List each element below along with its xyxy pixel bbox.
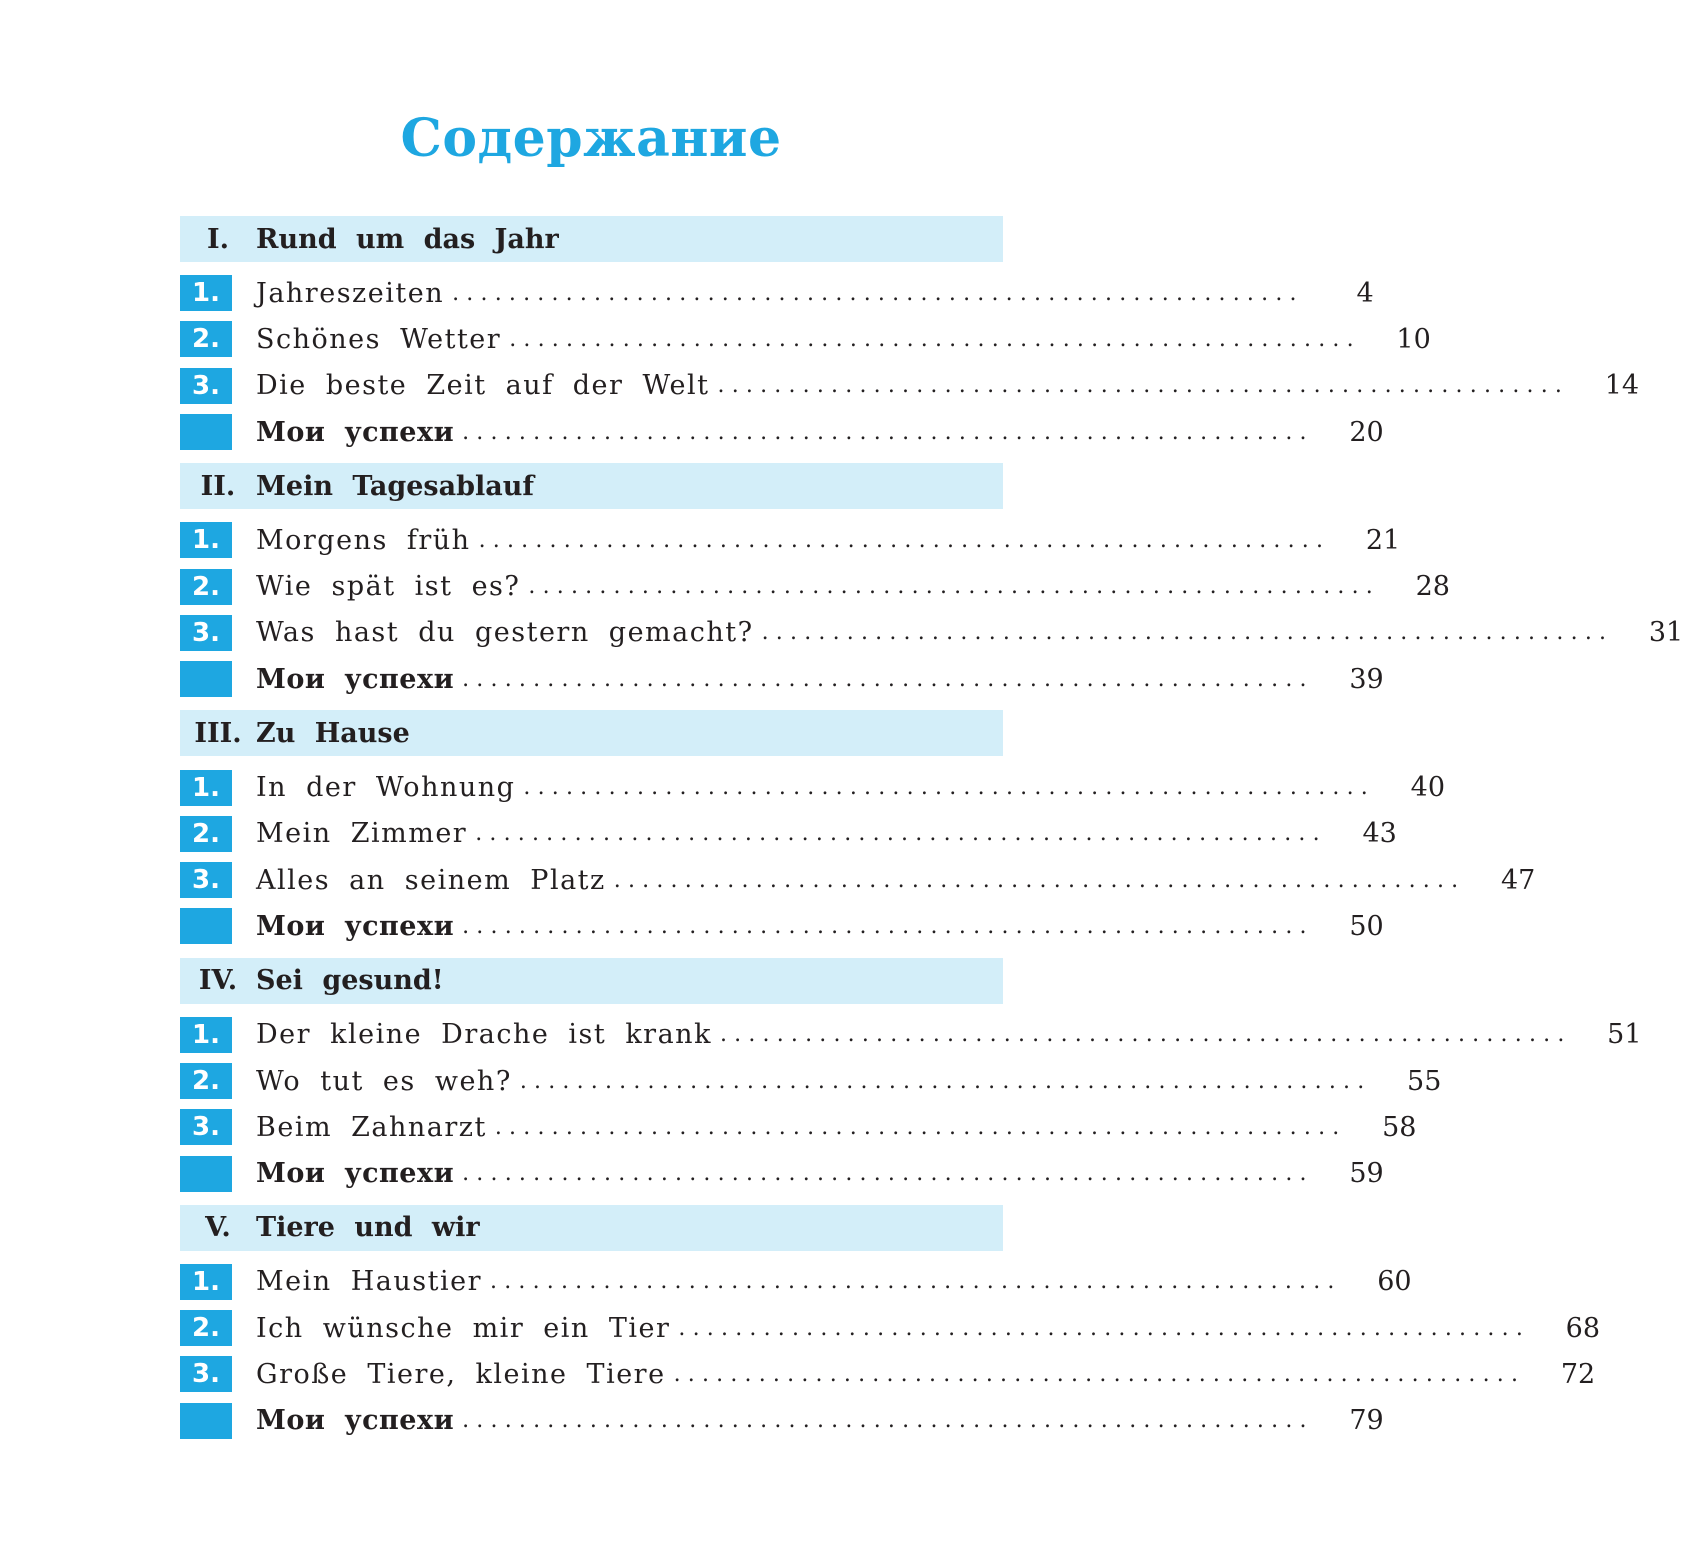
entry-number-badge: 3. <box>180 1356 232 1392</box>
entry-number-badge <box>180 908 232 944</box>
section-title: Tiere und wir <box>256 1212 480 1244</box>
dot-leader: ............................................................ <box>462 666 1314 692</box>
entry-title: Was hast du gestern gemacht? <box>256 617 754 649</box>
table-of-contents <box>180 216 1683 1452</box>
entry-page-number: 59 <box>1349 1158 1384 1190</box>
toc-entry[interactable] <box>180 270 1374 316</box>
section-numeral: V. <box>205 1212 231 1244</box>
entry-title: Wie spät ist es? <box>256 571 521 603</box>
dot-leader: ............................................................ <box>452 280 1304 306</box>
entry-page-number: 51 <box>1607 1019 1642 1051</box>
dot-leader: ............................................................ <box>494 1114 1347 1140</box>
entry-number-badge: 2. <box>180 816 232 852</box>
toc-entry[interactable] <box>180 610 1683 656</box>
entry-page-number: 68 <box>1565 1312 1601 1344</box>
entry-number-badge <box>180 1156 232 1192</box>
page-title: Содержание <box>400 108 782 169</box>
toc-entry-summary[interactable] <box>180 1398 1384 1444</box>
entry-title: Wo tut es weh? <box>256 1065 512 1097</box>
entry-number-badge: 3. <box>180 862 232 898</box>
entry-title: Die beste Zeit auf der Welt <box>256 370 710 402</box>
dot-leader: ............................................................ <box>519 1068 1372 1094</box>
toc-entry[interactable] <box>180 363 1640 409</box>
section-header[interactable] <box>180 1205 1003 1251</box>
entry-title: Der kleine Drache ist krank <box>256 1019 712 1051</box>
entry-page-number: 50 <box>1349 910 1384 942</box>
entry-number-badge: 1. <box>180 1017 232 1053</box>
section-title: Mein Tagesablauf <box>256 470 534 502</box>
dot-leader: ............................................................ <box>673 1361 1526 1387</box>
entry-title: Große Tiere, kleine Tiere <box>256 1358 666 1390</box>
section-numeral: II. <box>200 470 236 502</box>
toc-entry-summary[interactable] <box>180 1150 1384 1196</box>
toc-entry[interactable] <box>180 563 1450 609</box>
toc-entry[interactable] <box>180 764 1445 810</box>
entry-page-number: 28 <box>1415 571 1450 603</box>
section-header[interactable] <box>180 216 1003 262</box>
dot-leader: ............................................................ <box>509 326 1361 352</box>
entry-title: Мои успехи <box>256 910 455 942</box>
entry-page-number: 72 <box>1560 1358 1596 1390</box>
entry-title: Jahreszeiten <box>256 277 445 309</box>
entry-number-badge <box>180 1403 232 1439</box>
toc-section-5 <box>180 1205 1601 1452</box>
entry-page-number: 4 <box>1356 277 1374 309</box>
entry-number-badge: 3. <box>180 368 232 404</box>
section-header[interactable] <box>180 958 1003 1004</box>
toc-entry[interactable] <box>180 1305 1601 1351</box>
dot-leader: ............................................................ <box>462 419 1314 445</box>
toc-entry[interactable] <box>180 1104 1417 1150</box>
toc-entry-summary[interactable] <box>180 656 1384 702</box>
dot-leader: ............................................................ <box>613 867 1466 893</box>
entry-page-number: 43 <box>1362 818 1397 850</box>
entry-number-badge: 2. <box>180 1063 232 1099</box>
entry-page-number: 14 <box>1604 370 1640 402</box>
entry-page-number: 40 <box>1410 772 1445 804</box>
entry-page-number: 55 <box>1407 1065 1442 1097</box>
entry-title: Morgens früh <box>256 524 471 556</box>
entry-page-number: 58 <box>1382 1111 1417 1143</box>
dot-leader: ............................................................ <box>462 913 1314 939</box>
entry-page-number: 60 <box>1377 1266 1412 1298</box>
dot-leader: ............................................................ <box>761 620 1614 646</box>
entry-page-number: 21 <box>1365 524 1401 556</box>
entry-title: Мои успехи <box>256 1158 455 1190</box>
toc-section-2 <box>180 463 1683 710</box>
entry-title: Mein Zimmer <box>256 818 468 850</box>
dot-leader: ............................................................ <box>528 574 1380 600</box>
entry-number-badge: 1. <box>180 1264 232 1300</box>
section-numeral: IV. <box>198 965 238 997</box>
entry-title: Ich wünsche mir ein Tier <box>256 1312 671 1344</box>
entry-title: Мои успехи <box>256 416 455 448</box>
entry-page-number: 47 <box>1501 864 1536 896</box>
entry-title: Beim Zahnarzt <box>256 1111 487 1143</box>
dot-leader: ............................................................ <box>678 1315 1531 1341</box>
entry-title: Schönes Wetter <box>256 323 502 355</box>
toc-entry[interactable] <box>180 857 1536 903</box>
entry-number-badge: 3. <box>180 1109 232 1145</box>
section-title: Zu Hause <box>256 717 410 749</box>
toc-entry[interactable] <box>180 316 1431 362</box>
entry-number-badge: 2. <box>180 1310 232 1346</box>
dot-leader: ............................................................ <box>478 527 1331 553</box>
entry-title: Мои успехи <box>256 1405 455 1437</box>
toc-entry-summary[interactable] <box>180 903 1384 949</box>
dot-leader: ............................................................ <box>717 373 1570 399</box>
entry-number-badge: 3. <box>180 615 232 651</box>
toc-entry[interactable] <box>180 1012 1642 1058</box>
section-title: Sei gesund! <box>256 965 444 997</box>
section-header[interactable] <box>180 463 1003 509</box>
dot-leader: ............................................................ <box>462 1408 1314 1434</box>
entry-page-number: 20 <box>1349 416 1384 448</box>
entry-title: Alles an seinem Platz <box>256 864 606 896</box>
dot-leader: ............................................................ <box>462 1161 1314 1187</box>
entry-page-number: 31 <box>1648 617 1683 649</box>
entry-number-badge: 2. <box>180 569 232 605</box>
section-numeral: III. <box>194 717 242 749</box>
toc-entry[interactable] <box>180 1259 1412 1305</box>
section-header[interactable] <box>180 710 1003 756</box>
entry-number-badge: 1. <box>180 770 232 806</box>
dot-leader: ............................................................ <box>475 821 1327 847</box>
toc-section-1 <box>180 216 1640 463</box>
dot-leader: ............................................................ <box>490 1269 1342 1295</box>
entry-title: In der Wohnung <box>256 772 516 804</box>
section-numeral: I. <box>206 223 230 255</box>
toc-section-3 <box>180 710 1536 957</box>
entry-page-number: 79 <box>1349 1405 1384 1437</box>
entry-page-number: 39 <box>1349 663 1384 695</box>
entry-title: Mein Haustier <box>256 1266 482 1298</box>
dot-leader: ............................................................ <box>523 775 1375 801</box>
entry-number-badge <box>180 661 232 697</box>
entry-number-badge <box>180 414 232 450</box>
entry-number-badge: 1. <box>180 522 232 558</box>
toc-entry[interactable] <box>180 1058 1442 1104</box>
dot-leader: ............................................................ <box>719 1022 1572 1048</box>
section-title: Rund um das Jahr <box>256 223 559 255</box>
toc-entry-summary[interactable] <box>180 409 1384 455</box>
toc-section-4 <box>180 958 1642 1205</box>
toc-entry[interactable] <box>180 811 1397 857</box>
entry-page-number: 10 <box>1396 323 1431 355</box>
toc-entry[interactable] <box>180 1351 1596 1397</box>
toc-entry[interactable] <box>180 517 1401 563</box>
entry-title: Мои успехи <box>256 663 455 695</box>
entry-number-badge: 1. <box>180 275 232 311</box>
entry-number-badge: 2. <box>180 321 232 357</box>
